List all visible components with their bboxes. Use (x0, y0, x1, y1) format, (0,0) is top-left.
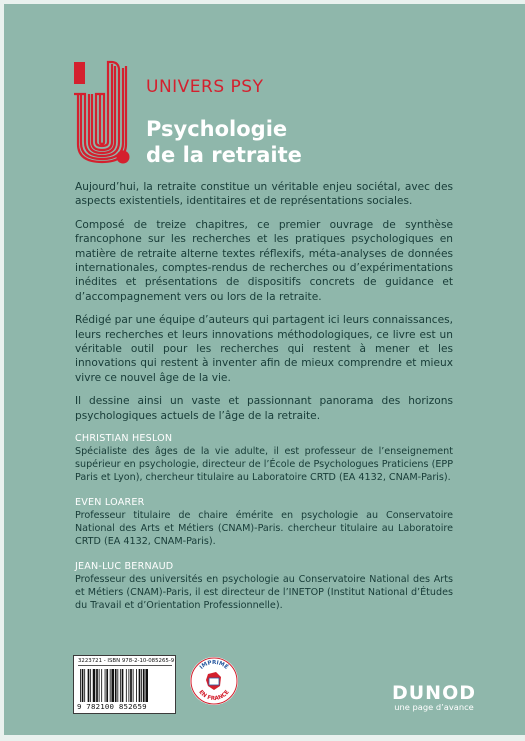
author-entry (75, 432, 453, 484)
author-list (75, 432, 453, 624)
imprime-en-france-badge-icon (189, 656, 239, 706)
page-border-top (0, 0, 525, 4)
author-bio: Spécialiste des âges de la vie adulte, il est professeur de l’enseignement supérieur en psychologie, directeur de l’École de Psychologues Praticiens (EPP Paris et Lyon), chercheur titulaire au Laboratoire CRTD (EA 4132, CNAM-Paris). (75, 446, 453, 483)
title-line-2: de la retraite (146, 143, 302, 167)
author-entry (75, 496, 453, 548)
barcode (73, 655, 176, 714)
blurb-paragraph: Rédigé par une équipe d’auteurs qui partagent ici leurs connaissances, leurs recherches et leurs innovations méthodologiques, ce livre est un véritable outil pour les recherches qui restent à mener et les innovations qui restent à inventer afin de mieux comprendre et mieux vivre ce nouvel âge de la vie. (75, 314, 453, 384)
page-border-bottom (0, 735, 525, 741)
author-bio: Professeur titulaire de chaire émérite en psychologie au Conservatoire National des Arts et Métiers (CNAM)-Paris. chercheur titulaire au Laboratoire CRTD (EA 4132, CNAM-Paris). (75, 510, 453, 547)
book-title (146, 116, 366, 168)
author-entry (75, 560, 453, 612)
title-line-1: Psychologie (146, 117, 288, 141)
barcode-bars-icon (80, 669, 170, 702)
author-name: JEAN-LUC BERNAUD (75, 561, 174, 572)
publisher-slogan: une page d’avance (394, 702, 474, 712)
badge-bottom-text: EN FRANCE (197, 689, 231, 703)
isbn-text: 3223721 - ISBN 978-2-10-085265-9 (78, 658, 175, 664)
blurb-paragraph: Il dessine ainsi un vaste et passionnant panorama des horizons psychologiques actuels de l’âge de la retraite. (75, 395, 453, 422)
barcode-digits: 9 782100 852659 (77, 702, 147, 711)
blurb (75, 180, 453, 432)
blurb-paragraph: Composé de treize chapitres, ce premier ouvrage de synthèse francophone sur les recherches et les pratiques psychologiques en matière de retraite alterne textes réflexifs, méta-analyses de données internationales, comptes-rendus de recherches ou d’expérimentations inédites et présentations de dispositifs concrets de guidance et d’accompagnement vers ou lors de la retraite. (75, 218, 453, 303)
author-bio: Professeur des universités en psychologie au Conservatoire National des Arts et Métiers (CNAM)-Paris, il est directeur de l’INETOP (Institut National d’Études du Travail et d’Orientation Professionnelle). (75, 574, 453, 611)
author-name: EVEN LOARER (75, 497, 145, 508)
badge-top-text: IMPRIMÉ (198, 659, 230, 671)
page-border-left (0, 0, 4, 741)
blurb-paragraph: Aujourd’hui, la retraite constitue un véritable enjeu sociétal, avec des aspects existentiels, identitaires et de représentations sociales. (75, 181, 453, 208)
author-name: CHRISTIAN HESLON (75, 433, 173, 444)
univers-psy-logo-icon (72, 60, 132, 168)
collection-name: UNIVERS PSY (146, 77, 264, 97)
publisher-logo: DUNOD (391, 682, 477, 704)
